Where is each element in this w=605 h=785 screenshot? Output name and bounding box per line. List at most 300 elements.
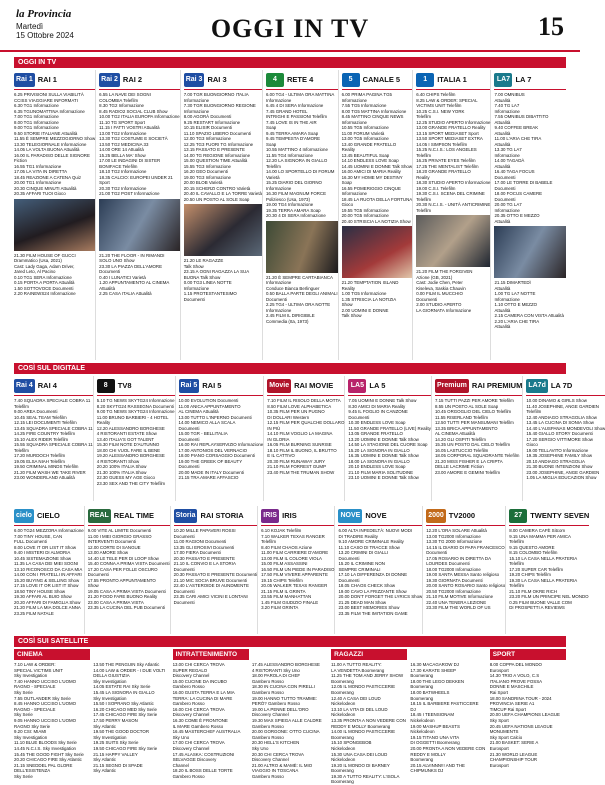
listing-line: 20.30 N.C.I.S. - UNITÀ ANTICRIMINE: [416, 202, 491, 207]
listing-line: 21.20 LE RAGAZZE: [183, 258, 224, 263]
listing-line: 9.40 I MISTERI DI ALMORIA: [14, 550, 71, 555]
listing-line: Informazione: [183, 108, 210, 114]
channel-logo-icon: Rai 3: [184, 73, 205, 87]
schedule-list: [342, 92, 413, 224]
listing-line: Documenti: [494, 174, 516, 180]
listing-line: 16.45 MASTERCHEF AUSTRALIA: [172, 729, 241, 735]
listing-line: 21.10 FILM MOTIVE Informazione: [426, 594, 494, 599]
listing-line: Reality: [96, 420, 111, 425]
listing-line: LOURDES Documenti: [426, 561, 470, 566]
listing-line: 17.55 PRONTO APPUNTAMENTO: [87, 577, 156, 583]
listing-line: 13.15 SPORT MEDIASET Sport: [416, 130, 479, 136]
listing-line: SOLO UNO Show: [99, 258, 135, 263]
listing-line: 19.00 LA PENNE DELL'ORO: [251, 706, 309, 712]
listing-line: Sky Serie: [14, 773, 33, 779]
listing-line: 14.00 LO SPORTELLO DI FORUM: [265, 169, 335, 174]
listing-line: 18.00 SANDRINA TOUR - 2024: [489, 695, 552, 701]
channel-name: LA 7: [515, 75, 532, 84]
listing-line: 18.45 LA RUOTA DELLA FORTUNA: [341, 196, 413, 202]
listing-line: 1.05 LA MIGLIA EDUCAZION Show: [526, 475, 597, 480]
channel-logo-icon: Storia: [174, 509, 198, 523]
listing-line: Informazione: [265, 280, 292, 285]
listing-line: 16.40 TAGA FOCUS: [494, 169, 535, 174]
listing-line: 20.00 TG1 Informazione: [14, 180, 62, 185]
listing-line: Informazione: [265, 97, 292, 103]
listing-line: 17.00 CHI CERCA TROVA: [172, 740, 225, 746]
listing-line: 14.10 FILM VOGLIO LA MAGINA: [267, 431, 333, 436]
listing-line: 6.10 KOJAK Telefilm: [261, 528, 302, 533]
listing-line: 13.00 TG2000 Informazione: [426, 533, 481, 539]
listing-line: 18.45 I TEENSIONAM: [410, 712, 455, 718]
schedule-list: [494, 92, 566, 224]
listing-line: 12.25 STUDIO APERTO Informazione: [416, 119, 491, 125]
listing-line: Sport: [99, 180, 110, 185]
listing-line: 7.55 OUTLANDER Sky Serie: [14, 695, 71, 701]
channel-name: TV2000: [448, 511, 476, 520]
listing-line: 13.35 BRICA APPUNTAMENTO: [434, 425, 498, 431]
listing-line: MONUMENTS: [489, 729, 519, 735]
listing-line: 20.15 SCHERZI CONTRO Varietà: [183, 185, 251, 191]
listing-line: Telefilm: [261, 539, 276, 544]
listing-line: 15.50 I SOPRANO Sky Atlantic: [93, 701, 154, 707]
listing-line: Gambero Rosso: [251, 678, 284, 684]
listing-line: 20.30 HELL'S KITCHEN: [251, 740, 300, 746]
listing-line: 8.00 COPPA DEL MONDO: [489, 662, 542, 667]
channel-name: REAL TIME: [113, 511, 155, 520]
listing-line: 20.00 GORGONE: OTTO CUCINA: [251, 729, 320, 735]
satellite-category: RAGAZZI: [331, 649, 407, 660]
listing-line: AL CINEMA Attualità: [434, 431, 476, 436]
listing-line: 17.45 CHICAGO FIRE Sky Serie: [93, 712, 158, 718]
listing-line: 12.15 LEI DOCUMENTI Telefilm: [14, 420, 77, 425]
channel-header: [14, 70, 95, 90]
listing-line: 15.20 IL CRIMINE NON: [338, 561, 385, 566]
listing-line: 19.00 TG4 Informazione: [265, 202, 314, 207]
listing-line: 19.05 CASA A PRIMA VISTA Documenti: [87, 588, 166, 594]
listing-line: 12.40 ANDIAGO STRAGOLIA Show: [526, 414, 597, 420]
listing-line: 2.20 L'ARIA CHE TIRA: [494, 318, 540, 324]
listing-line: 14.40 LE TELE PER DI LOOP Show: [87, 555, 159, 561]
listing-line: 12.20 LA SIGNORA IN GIALLO: [265, 158, 328, 163]
listing-line: 13.00 CHI CERCA TROVA: [172, 662, 225, 667]
listing-line: 4 RISTORANTI Sky Uno: [251, 667, 300, 673]
listing-line: 17.15 LOVE IT OR LIST IT Show: [14, 583, 79, 588]
listing-line: Documenti: [338, 555, 360, 561]
listing-line: 17.20 MURDOCH Telefilm: [14, 453, 66, 458]
listing-line: 23.30 LA PIAZZA DELL'AMORE: [99, 263, 162, 269]
listing-line: 2.25 CASA ITALIA Attualità: [99, 291, 152, 296]
listing-line: 10.45 SISTEMAZIONE Show: [14, 555, 72, 561]
schedule-list: [252, 662, 328, 779]
listing-line: Sky Atlantic: [93, 768, 116, 774]
listing-line: 16.05 FILM BURNING SUNRISE: [267, 442, 332, 447]
channel-column: [261, 506, 335, 634]
listing-line: Sky Atlantic: [93, 723, 116, 729]
listing-line: Informazione: [183, 285, 210, 291]
listing-line: 10.20 MILLE PAPAVERI ROSSI: [173, 528, 236, 533]
schedule-list: [184, 92, 262, 202]
channel-name: ITALIA 1: [437, 75, 467, 84]
listing-line: 12.15 FILM PER QUALCHE DOLLARO: [267, 420, 345, 425]
listing-line: 11.25 THE TOM AND JERRY SHOW: [331, 673, 404, 679]
listing-line: 11.10 BLUE BLOODS Sky Serie: [14, 740, 77, 746]
listing-line: 13.50 TG2 MEDICINA 33: [99, 141, 149, 147]
listing-line: Boomerang: [410, 684, 434, 690]
channel-logo-icon: IRIS: [261, 509, 279, 523]
listing-line: 20.40 STRISCIA LA NOTIZIA Show: [341, 218, 411, 224]
listing-line: 17.45 ALESSANDRO BORGHESE: [251, 662, 320, 667]
schedule-list: [266, 92, 338, 219]
listing-line: 9.10 AMORE CRIMINALE Reality: [338, 539, 404, 544]
listing-line: 19.35 TERRA AMARA Soap: [265, 207, 321, 213]
listing-line: 1.20 APPUNTAMENTO AL CINEMA: [99, 280, 170, 285]
listing-line: 6.00 PRIMA PAGINA TG5: [341, 92, 392, 97]
satellite-category: [252, 649, 328, 660]
listing-line: Attualità: [494, 97, 511, 103]
channel-header: [267, 376, 344, 396]
listing-line: 10.55 TG5 Informazione: [341, 125, 389, 130]
listing-line: 11.55 RISERLAND Telefilm: [434, 414, 488, 420]
listing-line: LA VENDETTA Boomerang: [331, 667, 385, 673]
listing-line: 21.10 FILM MARIA SOLITUDINE: [348, 469, 414, 475]
listing-line: 16.00 CHI CERCA TROVA: [172, 706, 225, 712]
listing-line: 17.50 FILM VIVERE APPARENTE: [261, 572, 328, 577]
channel-name: RAI 3: [207, 75, 227, 84]
listing-line: Attualità: [494, 119, 511, 125]
channel-logo-icon: REAL: [88, 509, 111, 523]
listing-line: 19.30 C.S.I. SCENA DEL CRIMINE: [416, 191, 485, 196]
listing-line: 16.35 UOMINI E DONNE Talk Show: [348, 453, 419, 458]
listing-line: INTRIGHI E PASSIONI Telefilm: [265, 114, 328, 119]
satellite-column: [14, 649, 90, 785]
listing-line: 10.00 TG2 ITALIA EUROPA Informazione: [99, 114, 180, 119]
listing-line: Attualità: [494, 307, 511, 313]
listing-line: 13.30 TELEGIORNALE Informazione: [14, 141, 87, 147]
channel-column: [266, 70, 339, 360]
listing-line: Boomerang: [331, 734, 354, 740]
page-header: [0, 0, 580, 52]
listing-line: Boomerang: [331, 689, 354, 695]
channel-logo-icon: 8: [97, 379, 115, 393]
listing-line: 19.00 MASHUP BEASTS: [410, 723, 460, 729]
listing-line: 11.00 A TUTTO REALITY:: [331, 662, 382, 667]
listing-line: Cast: Lady Gaga, Adam Driver,: [14, 263, 75, 269]
listing-line: 9.40 COFFEE BREAK: [494, 125, 539, 130]
listing-line: Nickelodeon: [331, 701, 356, 707]
listing-line: Informazione: [341, 97, 367, 103]
listing-line: 23.55 FILM MANHATTAN: [261, 594, 312, 599]
listing-line: Show: [87, 583, 99, 588]
listing-line: Commedia (Ita, 1973): [265, 318, 309, 324]
listing-line: Discovery Channel: [251, 757, 289, 763]
listing-line: DELLE LACRIME Fiction: [434, 464, 484, 469]
listing-line: 20.30 CINQUE MINUTI Attualità: [14, 185, 77, 191]
listing-line: 15.00 FILM ASSASSINI: [261, 561, 308, 566]
listing-line: 11.00 I MIEI GIORGIO GRASSO: [87, 533, 152, 539]
listing-line: 1.00 TG LA7 NOTTE: [494, 291, 536, 296]
listing-line: 0.40 I LUNATICI Varietà: [99, 274, 146, 280]
listing-line: 11.35 LA CASA DEI MIEI SOGNI: [14, 561, 79, 566]
listing-line: 0.15 PORTA A PORTA Attualità: [14, 280, 75, 285]
listing-line: 17.05 LA VITA IN DIRETTA: [14, 169, 68, 174]
listing-line: 14.00 CON I FRATELLI IN AFFARI: [14, 572, 82, 577]
listing-line: 20.45 UEFA NATIONS LEAGUE: [489, 723, 553, 729]
channel-header: [184, 70, 262, 90]
listing-line: 8.00 LOVE IT OR LIST IT Show: [14, 544, 76, 550]
listing-line: 13.45 BEAUTIFUL Soap: [341, 152, 390, 158]
listing-line: Attualità: [494, 141, 511, 147]
listing-line: 14.00 TG REGIONE Informazione: [183, 152, 251, 158]
listing-line: 23.35 FILM THE IMITATION GAME: [338, 610, 408, 616]
listing-line: Informazione: [341, 191, 367, 196]
listing-line: 7.00 TINY HOUSE, CAN: [14, 533, 63, 539]
channel-logo-icon: 27: [509, 509, 527, 523]
listing-line: Gambero Rosso: [251, 773, 284, 779]
listing-line: 20.35 AFFARI TUOI Gioco: [14, 191, 66, 196]
listing-line: 7.15 TUTTI PAZZI PER AMORE Telefilm: [434, 398, 514, 403]
channel-header: [348, 376, 431, 396]
listing-line: 9.25 RESTART Informazione: [183, 119, 241, 125]
listing-line: 0.00 TG3 LINEA NOTTE: [183, 280, 232, 285]
schedule-list: [14, 92, 95, 197]
channel-column: [179, 376, 265, 501]
listing-line: Telefilm: [416, 207, 432, 213]
channel-name: CANALE 5: [362, 75, 401, 84]
listing-line: 6.35 TGUNOMATTINA Informazione: [14, 108, 85, 114]
listing-line: Drammatico (Usa, 2021): [14, 258, 62, 263]
listing-line: 20.20 CHICAGO FIRE Sky Atlantic: [14, 757, 82, 763]
listing-line: 0.10 TG1 SERA Informazione: [14, 274, 72, 280]
listing-line: Eurosport: [489, 762, 509, 768]
listing-line: 17.00 ANTONIOS DEL VERNACIO: [178, 447, 248, 453]
listing-line: 11.00 FILM CARRIERE D'AMORE: [261, 550, 329, 555]
listing-line: 15.00 QUESTION TIME Attualità: [183, 158, 248, 163]
channel-column: [342, 70, 414, 360]
listing-line: VIAGGIO IN TOSCANA: [251, 768, 299, 774]
listing-line: 13.30 TG 2000 Informazione: [426, 539, 483, 544]
channel-name: CIELO: [36, 511, 60, 520]
listing-line: Informazione: [341, 119, 367, 125]
channel-logo-icon: 4: [266, 73, 284, 87]
channel-name: RAI MOVIE: [294, 381, 334, 390]
listing-line: Telefilm: [509, 583, 525, 588]
listing-line: 13.00 GRANDE FRATELLO Reality: [416, 125, 486, 130]
listing-line: Soap: [341, 180, 352, 185]
listing-line: 5.10 TG NEWS SKYTG24 Informazione: [96, 398, 175, 403]
listing-line: 20.30 4 DI SERA Informazione: [265, 213, 326, 218]
schedule-list: [416, 92, 490, 213]
channel-name: RAI 4: [37, 381, 57, 390]
listing-line: 12.25 TG3 FUORI TG Informazione: [183, 141, 254, 147]
listing-line: 21.00 TG2 POST Informazione: [99, 191, 160, 196]
listing-line: 21.10 FILM FORREST GUMP: [267, 464, 326, 469]
schedule-list: [331, 662, 407, 785]
listing-line: 23.20 FILM UN PRINCIPE NEL MONDO: [509, 594, 589, 599]
evening-schedule: [14, 253, 95, 297]
listing-line: Gioco: [341, 202, 354, 207]
listing-line: 15.10 SPONGEBOB: [331, 740, 372, 746]
listing-line: 19.15 CHIPS Telefilm: [261, 577, 303, 583]
listing-line: 8.30 AMICI DI MARIA Reality: [348, 403, 406, 409]
listing-line: Channel: [172, 762, 189, 768]
section-main-bar: OGGI IN TV: [14, 57, 566, 68]
listing-line: 15.40 CONNA A PRIMA VISTA Documenti: [87, 561, 170, 566]
listing-line: 19.00 C.S.I. Telefilm: [416, 185, 456, 191]
listing-line: 4 RISTORANTI Show: [96, 458, 140, 464]
listing-line: 11.10 TG SPORT Sport: [99, 119, 145, 125]
channel-logo-icon: 1: [416, 73, 434, 87]
listing-line: 8.50 FILM LOVE ALPHABETICA: [267, 403, 332, 409]
listing-line: 18.10 FILM IL BUONO, IL BRUTTO: [267, 447, 337, 453]
schedule-list: [93, 662, 169, 774]
listing-line: 20.30 PASSATO E PRESENTE: [173, 555, 235, 561]
channel-column: [14, 70, 96, 360]
channel-column: [435, 376, 523, 501]
channel-logo-icon: Rai 4: [14, 379, 35, 393]
listing-line: Talk Show: [183, 263, 204, 269]
listing-line: 9.00 TG1 Informazione: [14, 125, 59, 130]
listing-line: 17.20 SUPER CAR Telefilm: [509, 566, 564, 572]
listing-line: 13.00 AMORE Show: [87, 550, 128, 555]
listing-line: 6.30 TG1 Informazione: [14, 103, 59, 108]
listing-line: 17.30 KARATE SHEEP: [410, 667, 456, 673]
listing-line: 22.40 L'ASTEROIDE DI AUNDMENTE: [173, 583, 249, 588]
listing-line: 18.00 BATWHEELS: [410, 689, 450, 695]
listing-line: Documenti: [265, 296, 287, 302]
listing-line: 9.00 VITE AL LIMITE Documenti: [87, 528, 152, 533]
listing-line: 7.55 OMNIBUS DIBATTITO: [494, 114, 549, 119]
listing-line: 16.00 AMICI DI MARIA Reality: [341, 169, 401, 174]
schedule-list: [14, 528, 84, 616]
schedule-list: [426, 528, 505, 611]
listing-line: Informazione: [265, 185, 292, 191]
listing-line: 13.20 CRIMINI DI GIALLI: [338, 550, 389, 555]
listing-line: FULL Documenti: [14, 539, 47, 544]
listing-line: 9.50 STORIE ITALIANE Attualità: [14, 130, 78, 136]
channel-logo-icon: Movie: [267, 379, 291, 393]
listing-line: 8.45 RADIO2 SOCIAL CLUB Show: [99, 108, 168, 114]
schedule-list: [14, 398, 93, 481]
listing-line: 19.25 SUITS Sky Serie: [93, 740, 139, 746]
listing-line: 7.45 GRAND HOTEL: [265, 108, 308, 114]
listing-line: 1.45 FILM GIUDIZIO FINALE: [261, 599, 319, 605]
listing-line: 10.35 FILM PER UN PUGNO: [267, 409, 325, 414]
listing-line: Cast: Jodie Chen, Peter: [416, 280, 463, 285]
listing-line: 15.00 TGR - BELLITALIA: [178, 431, 228, 436]
listing-line: 14.00 LAW & ORDER - I DUE VOLTI: [93, 667, 166, 673]
listing-line: 18.30 IN CUCINA CON PIRELLI: [251, 684, 315, 690]
listing-line: 23.00 JOSEPHINE, ANGE GARDIEN: [526, 469, 600, 475]
listing-line: 23.30 FILM THE WORLD OF US: [426, 605, 491, 610]
listing-line: 9.00 TG NEWS SKYTG24 Informazione: [96, 409, 175, 414]
listing-line: 17.10 LA DIFFERENZA DI DONNE: [338, 572, 408, 577]
listing-line: 23.35 LA CUCINA DEL PUB Documenti: [87, 605, 165, 610]
channel-header: [416, 70, 490, 90]
listing-line: 16.20 CHICAGO MED Sky Serie: [93, 706, 157, 712]
listing-line: 14.05 I SIMPSON Telefilm: [416, 141, 468, 147]
main-channels-grid: [14, 70, 566, 360]
listing-line: Soap: [265, 141, 277, 147]
schedule-list: [173, 662, 249, 779]
listing-line: 13.50 THE PENGUIN Sky Atlantic: [93, 662, 160, 667]
listing-line: 7.10 FILM IL RISOLO DELLA MOTTA: [267, 398, 341, 403]
programme-photo: [416, 215, 490, 267]
listing-line: 21.10 IL CONVIO E LA STORIA: [173, 561, 236, 566]
listing-line: Conduce Bianca Berlinguer: [265, 285, 320, 291]
channel-logo-icon: Rai 2: [99, 73, 120, 87]
listing-line: 11.40 JOSEPHINE, ANGE GARDIEN: [526, 403, 599, 409]
listing-line: PROVINCIA SERIE A1: [489, 701, 535, 707]
listing-line: 14.30 TRIO A VOLO, C.S: [489, 673, 540, 679]
listing-line: 13.15 PASSATO E PRESENTE: [183, 147, 245, 152]
listing-line: Nickelodeon: [331, 712, 356, 718]
listing-line: 9.00 AREA Documenti: [14, 409, 58, 414]
channel-logo-icon: 5: [342, 73, 360, 87]
listing-line: 23.25 FILM NATALE: [14, 610, 54, 616]
channel-header: [261, 506, 334, 526]
listing-line: 2.45 FILM IL DIRIGIBILE: [265, 313, 315, 318]
schedule-list: [88, 528, 170, 611]
listing-line: 19.00 TG3 Informazione: [183, 174, 231, 180]
channel-logo-icon: LA7: [494, 73, 512, 87]
satellite-category: [93, 649, 169, 660]
listing-line: 23.00 WONDERLAND Attualità: [14, 475, 75, 480]
listing-line: 13.45 SQUADRA SPECIALE COBRA 11: [14, 425, 93, 431]
evening-schedule: [342, 280, 413, 319]
listing-line: 17.25 THE MENTALIST Telefilm: [416, 163, 479, 169]
listing-line: 18.20 IL BOSS DELLE TORTE: [172, 768, 233, 774]
listing-line: 20.00 PRONTA A NON VEDERE CON: [410, 745, 486, 751]
listing-line: Telefilm: [509, 539, 525, 544]
issue-date: 15 Ottobre 2024: [16, 31, 74, 40]
listing-line: 16.55 POMERIGGIO CINQUE: [341, 185, 401, 191]
listing-line: 20.05 WALKER TEXAS RANGER: [261, 583, 328, 588]
listing-line: Documenti: [178, 436, 200, 442]
listing-line: 7.00 TGR BUONGIORNO ITALIA: [183, 92, 249, 97]
listing-line: 15.00 CUCINE DA INCUBO: [172, 678, 227, 684]
listing-line: Telefilm: [416, 152, 432, 158]
listing-line: 11.55 È SEMPRE MEZZOGIORNO Show: [14, 136, 96, 141]
listing-line: 15.45 LA SIGNORA IN GIALLO: [93, 689, 155, 695]
listing-line: Informazione: [183, 97, 210, 103]
listing-line: Documenti: [99, 269, 121, 274]
channel-logo-icon: 2000: [426, 509, 446, 523]
listing-line: 19.30 A TUTTO REALITY: L'ISOLA: [331, 773, 400, 779]
listing-line: 23.40 FILM THE TRUMAN SHOW: [267, 469, 335, 475]
channel-column: [14, 376, 94, 501]
listing-line: DELL'ESISTENZA: [14, 768, 51, 774]
listing-line: DJ: [410, 706, 416, 712]
listing-line: 1.00 TG5 Informazione: [341, 291, 387, 296]
listing-line: 15.10 ALEX RIDER Telefilm: [14, 436, 69, 442]
listing-line: 9.15 QUESTO AMORE: [509, 544, 555, 550]
listing-line: Boomerang: [410, 695, 434, 701]
listing-line: 22.40 UNA TENERA LEZIONE: [426, 599, 487, 605]
listing-line: 15.20 BUYING & SELLING Show: [14, 577, 80, 583]
listing-line: Nickelodeon: [331, 757, 356, 763]
listing-line: 13.50 SPORT MEDIASET EXTRA: [416, 136, 483, 141]
listing-line: 20.50 TG2000 Informazione: [426, 588, 481, 594]
listing-line: Attualità: [494, 285, 511, 291]
listing-line: Sky Serie: [14, 689, 33, 695]
listing-line: 18.00 LA SIGNORA IN GIALLO: [348, 458, 410, 464]
listing-line: 13.20 UOMINI E DONNE Talk Show: [348, 436, 419, 442]
listing-line: 6.00 TG4 - ULTIMA ORA MATTINA: [265, 92, 335, 97]
listing-line: 13.05 GRANDE FRATELLO: [348, 431, 403, 436]
listing-line: 8.55 UN POSTO AL SOLE Soap: [434, 403, 499, 409]
listing-line: INTERVENTI Documenti: [87, 539, 136, 544]
evening-schedule: [494, 280, 566, 330]
